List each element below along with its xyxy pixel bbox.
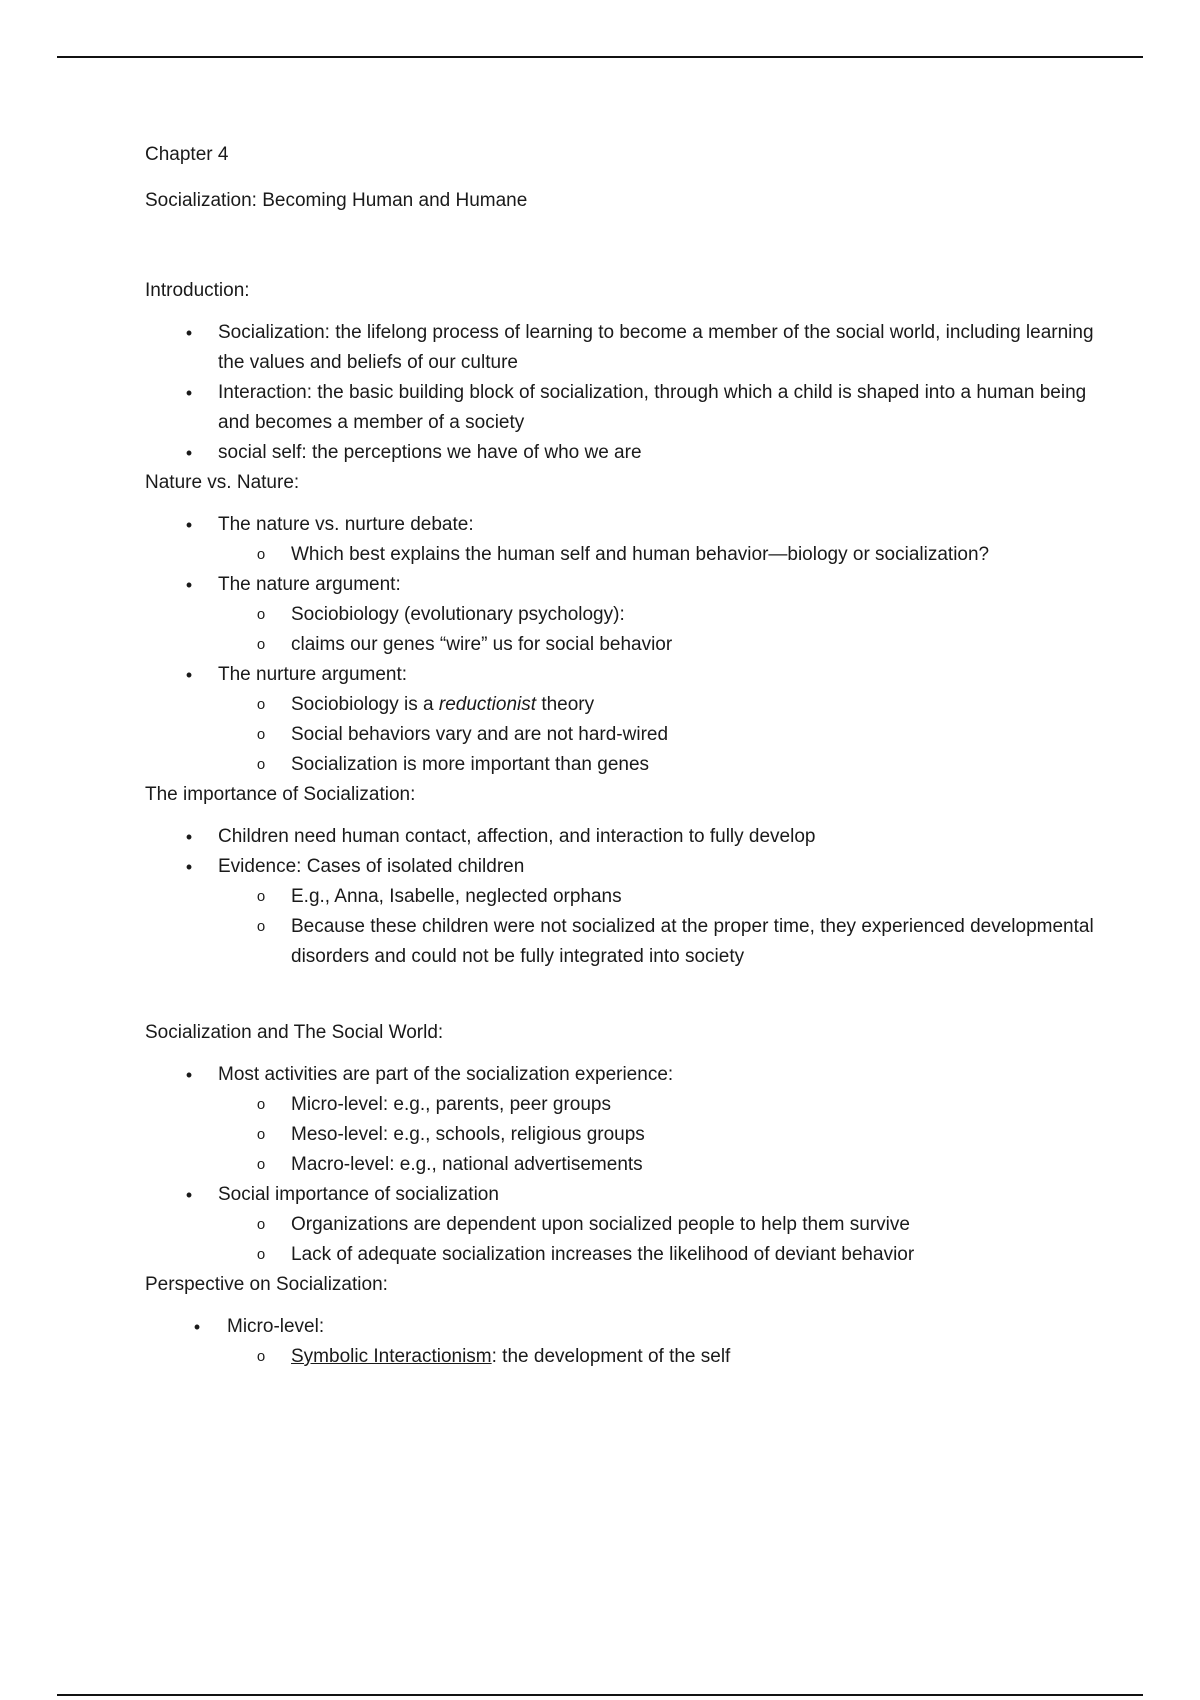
bullet-icon: • [185, 575, 193, 595]
circle-bullet-icon: o [256, 606, 266, 623]
document-title: Socialization: Becoming Human and Humane [145, 190, 528, 211]
sub-list-item [218, 600, 1105, 630]
emphasis-text: reductionist [438, 694, 537, 715]
bullet-icon: • [193, 1317, 201, 1337]
circle-bullet-icon: o [256, 1246, 266, 1263]
section-heading-social-world: Socialization and The Social World: [145, 1022, 444, 1043]
list-item-text: Evidence: Cases of isolated children [218, 856, 525, 877]
sub-list-item-text: theory [536, 694, 595, 715]
footer-rule [57, 1694, 1143, 1696]
header-rule [57, 56, 1143, 58]
list-item-text: Most activities are part of the socialization experience: [218, 1064, 674, 1085]
chapter-label: Chapter 4 [145, 144, 229, 165]
sub-list [227, 1342, 1105, 1372]
sub-list-item-text: Sociobiology (evolutionary psychology): [291, 604, 625, 625]
sub-list-item [218, 750, 1105, 780]
section-heading-perspective: Perspective on Socialization: [145, 1274, 388, 1295]
list-item [145, 510, 1105, 570]
list-item-text: The nurture argument: [218, 664, 408, 685]
circle-bullet-icon: o [256, 1216, 266, 1233]
bullet-icon: • [185, 515, 193, 535]
circle-bullet-icon: o [256, 918, 266, 935]
sub-list-item-text: claims our genes “wire” us for social behavior [291, 634, 673, 655]
circle-bullet-icon: o [256, 1156, 266, 1173]
circle-bullet-icon: o [256, 1126, 266, 1143]
sub-list [218, 1210, 1105, 1270]
sub-list-item [218, 1150, 1105, 1180]
list-item [145, 822, 1105, 852]
sub-list-item [218, 1342, 1105, 1372]
circle-bullet-icon: o [256, 1348, 266, 1365]
sub-list-item [218, 630, 1105, 660]
document-body [145, 140, 1105, 1372]
sub-list-item-text: : the development of the self [491, 1346, 731, 1367]
list-item [145, 378, 1105, 438]
list-item-text: The nature argument: [218, 574, 401, 595]
list-item-text: social self: the perceptions we have of who we are [218, 442, 642, 463]
list-item-text: The nature vs. nurture debate: [218, 514, 474, 535]
underlined-term: Symbolic Interactionism [291, 1346, 492, 1367]
bullet-icon: • [185, 857, 193, 877]
circle-bullet-icon: o [256, 888, 266, 905]
bullet-icon: • [185, 827, 193, 847]
sub-list-item [218, 1240, 1105, 1270]
circle-bullet-icon: o [256, 726, 266, 743]
sub-list-item [218, 720, 1105, 750]
sub-list-item-text: Lack of adequate socialization increases the likelihood of deviant behavior [291, 1244, 915, 1265]
list-item-text: Children need human contact, affection, and interaction to fully develop [218, 826, 816, 847]
sub-list-item [218, 1120, 1105, 1150]
sub-list-item-text: Meso-level: e.g., schools, religious groups [291, 1124, 645, 1145]
list-item [145, 1180, 1105, 1270]
sub-list-item-text: Organizations are dependent upon socialized people to help them survive [291, 1214, 910, 1235]
bullet-icon: • [185, 443, 193, 463]
sub-list [218, 600, 1105, 660]
circle-bullet-icon: o [256, 546, 266, 563]
introduction-list [145, 318, 1105, 468]
sub-list-item [218, 1210, 1105, 1240]
list-item [145, 1060, 1105, 1180]
bullet-icon: • [185, 383, 193, 403]
list-item [145, 570, 1105, 660]
sub-list [218, 540, 1105, 570]
circle-bullet-icon: o [256, 696, 266, 713]
sub-list-item-text: Macro-level: e.g., national advertisements [291, 1154, 643, 1175]
circle-bullet-icon: o [256, 756, 266, 773]
list-item-text: Micro-level: [227, 1316, 325, 1337]
sub-list-item-text: E.g., Anna, Isabelle, neglected orphans [291, 886, 622, 907]
sub-list [218, 690, 1105, 780]
section-heading-importance: The importance of Socialization: [145, 784, 416, 805]
bullet-icon: • [185, 1065, 193, 1085]
list-item [145, 438, 1105, 468]
sub-list-item-text: Which best explains the human self and human behavior—biology or socialization? [291, 544, 990, 565]
list-item-text: Interaction: the basic building block of socialization, through which a child is shaped into a human being and becomes a member of a society [218, 382, 1087, 433]
section-heading-nature: Nature vs. Nature: [145, 472, 300, 493]
sub-list-item [218, 882, 1105, 912]
sub-list-item [218, 690, 1105, 720]
sub-list [218, 1090, 1105, 1180]
importance-list [145, 822, 1105, 972]
list-item [145, 852, 1105, 972]
bullet-icon: • [185, 665, 193, 685]
sub-list-item [218, 912, 1105, 972]
social-world-list [145, 1060, 1105, 1270]
circle-bullet-icon: o [256, 636, 266, 653]
sub-list-item-text: Socialization is more important than genes [291, 754, 650, 775]
bullet-icon: • [185, 323, 193, 343]
section-heading-introduction: Introduction: [145, 280, 250, 301]
list-item [145, 318, 1105, 378]
sub-list-item-text: Social behaviors vary and are not hard-wired [291, 724, 669, 745]
circle-bullet-icon: o [256, 1096, 266, 1113]
nature-list [145, 510, 1105, 780]
list-item [145, 660, 1105, 780]
perspective-list [145, 1312, 1105, 1372]
sub-list [218, 882, 1105, 972]
list-item-text: Social importance of socialization [218, 1184, 499, 1205]
sub-list-item-text: Micro-level: e.g., parents, peer groups [291, 1094, 611, 1115]
list-item-text: Socialization: the lifelong process of learning to become a member of the social world, including learning the values and beliefs of our culture [218, 322, 1094, 373]
sub-list-item-text: Because these children were not socialized at the proper time, they experienced developmental disorders and could not be fully integrated into society [291, 916, 1094, 967]
sub-list-item [218, 540, 1105, 570]
sub-list-item-text: Sociobiology is a [291, 694, 439, 715]
sub-list-item [218, 1090, 1105, 1120]
list-item [145, 1312, 1105, 1372]
bullet-icon: • [185, 1185, 193, 1205]
